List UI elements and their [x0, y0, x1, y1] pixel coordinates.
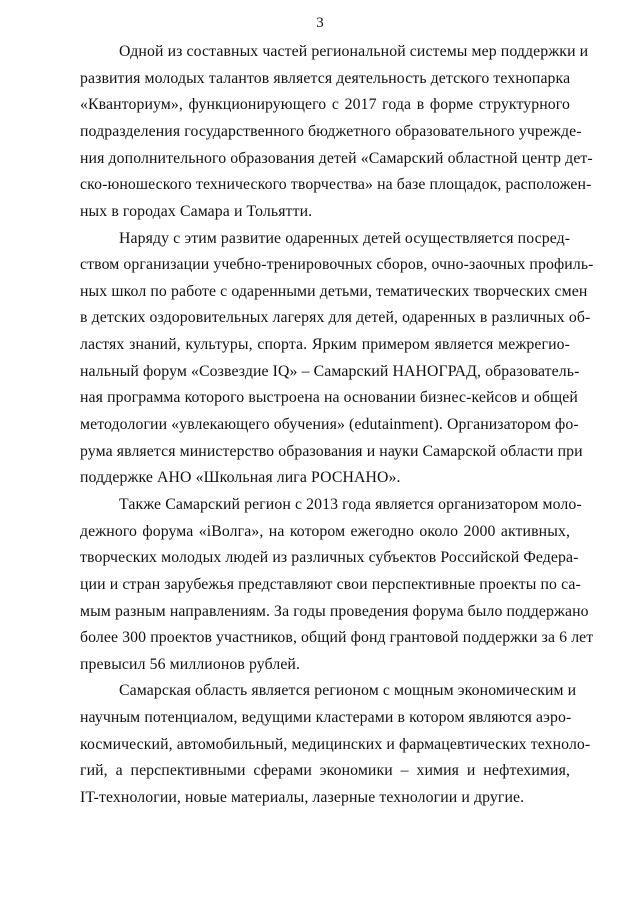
- text-line: превысил 56 миллионов рублей.: [80, 656, 301, 673]
- text-line: IT-технологии, новые материалы, лазерные технологии и другие.: [80, 789, 525, 806]
- page-number: 3: [316, 15, 324, 31]
- text-line: ния дополнительного образования детей «Самарский областной центр дет-: [80, 150, 593, 167]
- text-line: Также Самарский регион с 2013 года является организатором моло-: [119, 496, 582, 513]
- text-line: Одной из составных частей региональной системы мер поддержки и: [119, 43, 589, 60]
- text-line: ластях знаний, культуры, спорта. Ярким примером является межрегио-: [80, 336, 570, 353]
- text-line: нальный форум «Созвездие IQ» – Самарский НАНОГРАД, образователь-: [80, 363, 580, 380]
- text-line: ных в городах Самара и Тольятти.: [80, 203, 313, 220]
- text-line: ством организации учебно-тренировочных сборов, очно-заочных профиль-: [80, 256, 594, 273]
- text-line: рума является министерство образования и науки Самарской области при: [80, 443, 583, 460]
- text-line: методологии «увлекающего обучения» (edutainment). Организатором фо-: [80, 416, 579, 433]
- text-line: ции и стран зарубежья представляют свои перспективные проекты по са-: [80, 576, 581, 593]
- text-line: ная программа которого выстроена на основании бизнес-кейсов и общей: [80, 389, 578, 406]
- text-line: гий, а перспективными сферами экономики – химия и нефтехимия,: [80, 762, 570, 779]
- text-line: «Кванториум», функционирующего с 2017 года в форме структурного: [80, 96, 570, 113]
- text-line: в детских оздоровительных лагерях для детей, одаренных в различных об-: [80, 309, 591, 326]
- text-line: развития молодых талантов является деятельность детского технопарка: [80, 70, 571, 87]
- text-line: Самарская область является регионом с мощным экономическим и: [119, 682, 577, 699]
- text-line: более 300 проектов участников, общий фонд грантовой поддержки за 6 лет: [80, 629, 594, 646]
- text-line: ско-юношеского технического творчества» на базе площадок, расположен-: [80, 176, 592, 193]
- text-line: Наряду с этим развитие одаренных детей осуществляется посред-: [119, 230, 571, 247]
- text-line: творческих молодых людей из различных субъектов Российской Федера-: [80, 549, 579, 566]
- text-line: космический, автомобильный, медицинских и фармацевтических техноло-: [80, 736, 591, 753]
- text-line: дежного форума «iВолга», на котором ежегодно около 2000 активных,: [80, 523, 570, 540]
- text-line: ных школ по работе с одаренными детьми, тематических творческих смен: [80, 283, 588, 300]
- text-line: подразделения государственного бюджетного образовательного учрежде-: [80, 123, 582, 140]
- text-line: поддержке АНО «Школьная лига РОСНАНО».: [80, 469, 401, 486]
- text-line: научным потенциалом, ведущими кластерами в котором являются аэро-: [80, 709, 572, 726]
- text-line: мым разным направлениям. За годы проведения форума было поддержано: [80, 603, 589, 620]
